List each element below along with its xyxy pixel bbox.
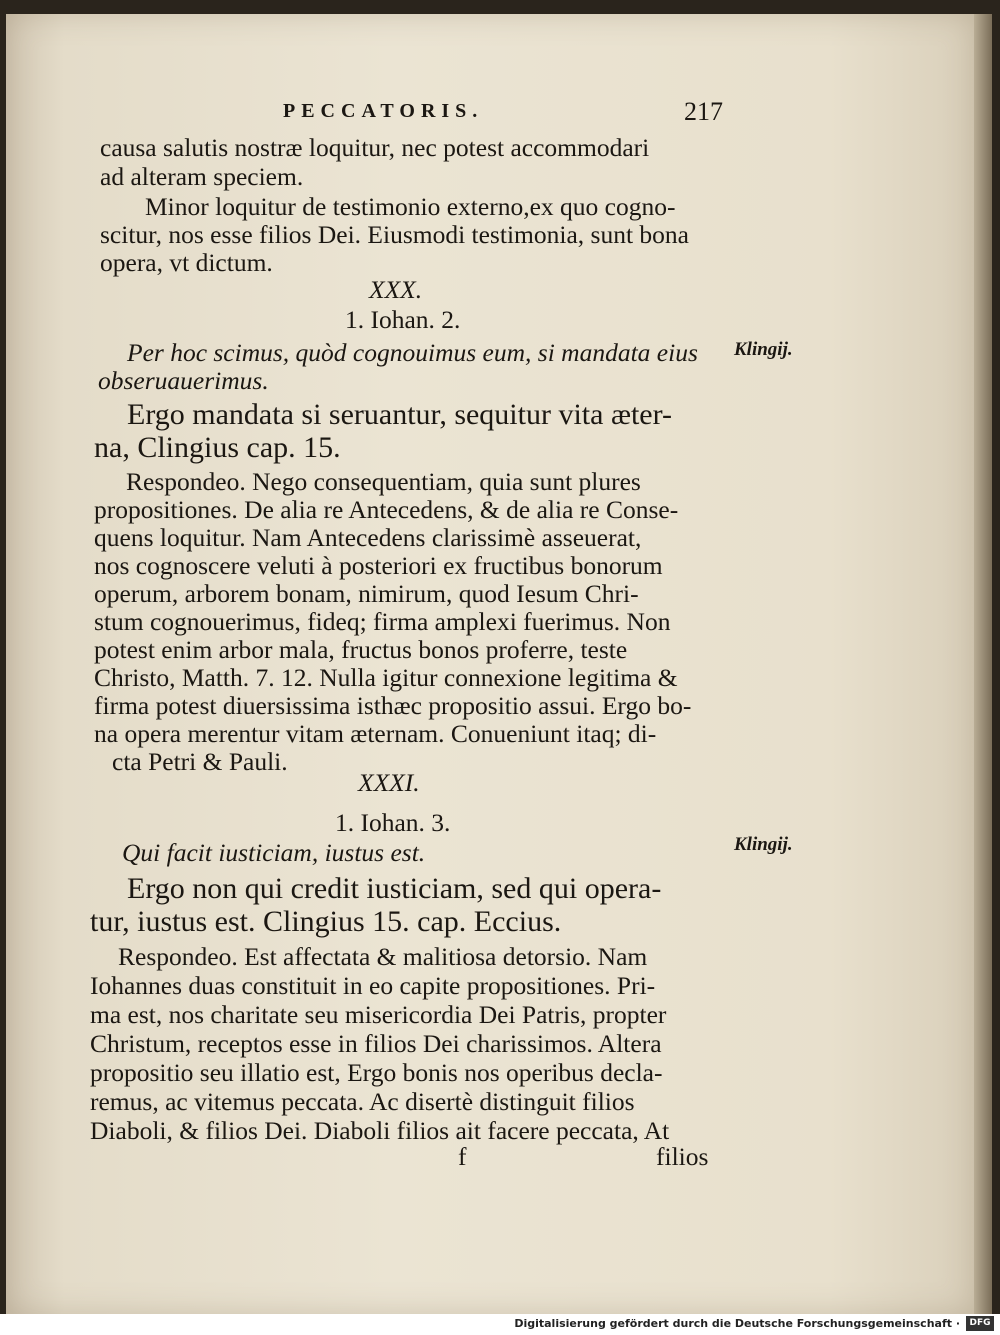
margin-note: Klingij. [734,834,793,855]
scripture-quote: obseruauerimus. [98,366,269,395]
digitization-footer [0,1314,1000,1335]
reply-line: ma est, nos charitate seu misericordia Dei Patris, propter [90,1000,667,1029]
funding-notice: Digitalisierung gefördert durch die Deutsche Forschungsgemeinschaft · [514,1317,960,1330]
reply-line: Respondeo. Est affectata & malitiosa detorsio. Nam [118,942,648,971]
text-line: scitur, nos esse filios Dei. Eiusmodi testimonia, sunt bona [100,220,689,249]
reply-line: stum cognouerimus, fideq; firma amplexi fuerimus. Non [94,607,671,636]
page-number: 217 [684,97,723,126]
reply-line: Respondeo. Nego consequentiam, quia sunt plures [126,467,641,496]
reply-line: Christum, receptos esse in filios Dei charissimos. Altera [90,1029,662,1058]
dfg-logo: DFG [966,1316,994,1331]
reply-line: quens loquitur. Nam Antecedens clarissimè asseuerat, [94,523,642,552]
reply-line: remus, ac vitemus peccata. Ac disertè distinguit filios [90,1087,635,1116]
page-edge [974,14,992,1314]
margin-note: Klingij. [734,339,793,360]
reply-line: operum, arborem bonam, nimirum, quod Iesum Chri- [94,579,639,608]
reply-line: firma potest diuersissima isthæc propositio assui. Ergo bo- [94,691,692,720]
reply-line: cta Petri & Pauli. [112,747,288,776]
claim-line: tur, iustus est. Clingius 15. cap. Eccius. [90,905,562,938]
reply-line: na opera merentur vitam æternam. Conueniunt itaq; di- [94,719,657,748]
reply-line: Iohannes duas constituit in eo capite propositiones. Pri- [90,971,656,1000]
section-number: XXX. [369,275,423,304]
text-line: causa salutis nostræ loquitur, nec potest accommodari [100,133,650,162]
signature-mark: f [458,1142,467,1171]
scripture-quote: Qui facit iusticiam, iustus est. [122,838,426,867]
reply-line: potest enim arbor mala, fructus bonos proferre, teste [94,635,628,664]
reply-line: propositio seu illatio est, Ergo bonis nos operibus decla- [90,1058,663,1087]
scripture-reference: 1. Iohan. 3. [335,808,451,837]
text-line: ad alteram speciem. [100,162,304,191]
claim-line: Ergo non qui credit iusticiam, sed qui opera- [127,872,662,905]
reply-line: propositiones. De alia re Antecedens, & de alia re Conse- [94,495,679,524]
reply-line: Diaboli, & filios Dei. Diaboli filios ait facere peccata, At [90,1116,670,1145]
section-number: XXXI. [358,768,420,797]
catchword: filios [656,1142,709,1171]
text-line: opera, vt dictum. [100,248,273,277]
running-head: PECCATORIS. [283,100,484,122]
reply-line: Christo, Matth. 7. 12. Nulla igitur connexione legitima & [94,663,678,692]
scripture-quote: Per hoc scimus, quòd cognouimus eum, si mandata eius [127,338,698,367]
scripture-reference: 1. Iohan. 2. [345,305,461,334]
reply-line: nos cognoscere veluti à posteriori ex fructibus bonorum [94,551,663,580]
text-line: Minor loquitur de testimonio externo,ex quo cogno- [145,192,676,221]
claim-line: na, Clingius cap. 15. [94,431,341,464]
claim-line: Ergo mandata si seruantur, sequitur vita æter- [127,398,672,431]
